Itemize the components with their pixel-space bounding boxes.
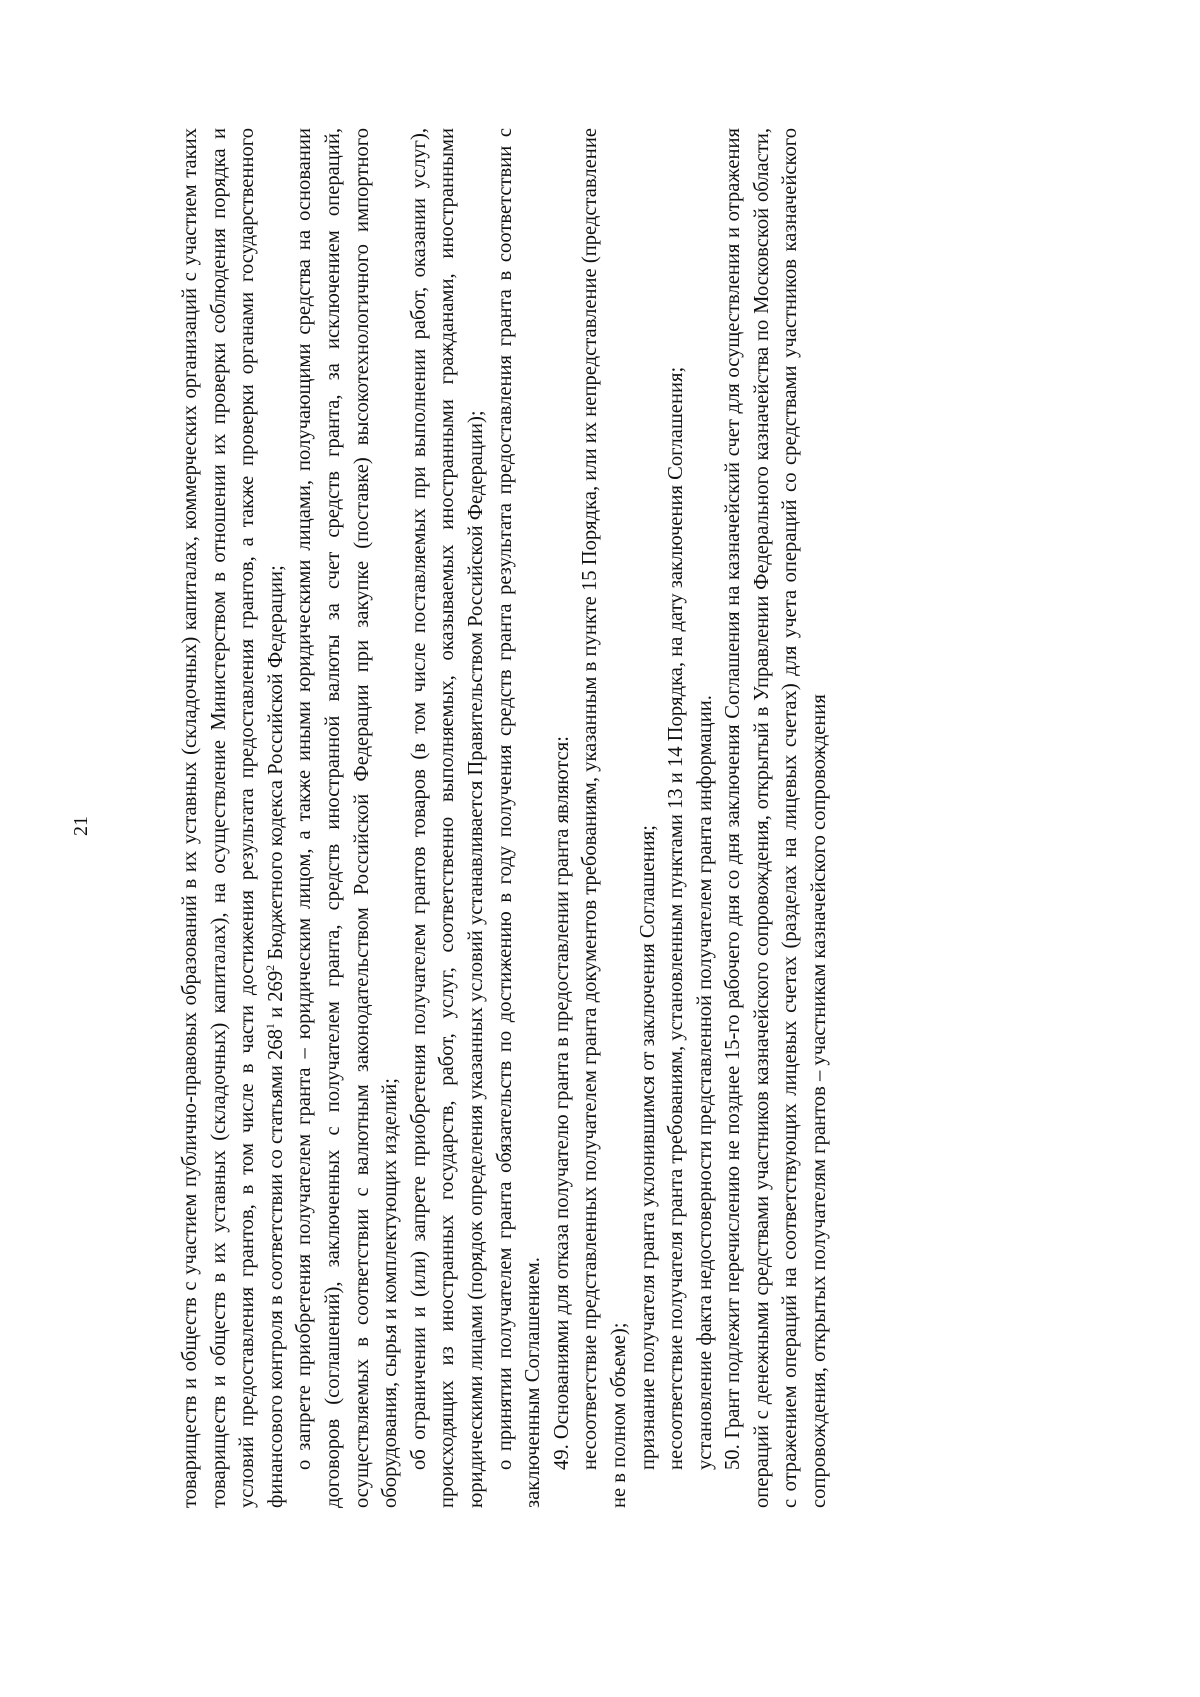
paragraph-ogranichenii-tovarov: об ограничении и (или) запрете приобретения получателем грантов товаров (в том числе поставляемых при выполнении работ, оказании услуг), происходящих из иностранных государств, работ, услуг, соответственно выполняемых, оказываемых иностранными гражданами, иностранными юридическими лицами (порядок определения указанных условий устанавливается Правительством Российской Федерации); — [407, 128, 487, 1508]
paragraph-zaprete-valyuty: о запрете приобретения получателем гранта – юридическим лицом, а также иными юридическими лицами, получающими средства на основании договоров (соглашений), заключенных с получателем гранта, средств иностранной валюты за счет средств гранта, за исключением операций, осуществляемых в соответствии с валютным законодательством Российской Федерации при закупке (поставке) высокотехнологичного импортного оборудования, сырья и комплектующих изделий; — [293, 128, 402, 1508]
paragraph-priznanie-uklonivshimsya: признание получателя гранта уклонившимся от заключения Соглашения; — [636, 825, 659, 1470]
page-number: 21 — [70, 816, 92, 836]
paragraph-nesootvetstvie-trebovaniyam: несоответствие получателя гранта требованиям, установленным пунктами 13 и 14 Порядка, на дату заключения Соглашения; — [665, 366, 688, 1470]
paragraph-tovarishchestv: товариществ и обществ с участием публично-правовых образований в их уставных (складочных) капиталах, коммерческих организаций с участием таких товариществ и обществ в их уставных (складочных) капиталах), на осуществление Министерством в отношении их проверки соблюдения порядка и условий предоставления грантов, в том числе в части достижения результата предоставления грантов, а также проверки органами государственного финансового контроля в соответствии со статьями $268^1$ и $269^2$ Бюджетного кодекса Российской Федерации; — [179, 128, 287, 1508]
paragraph-prinyatii-obyazatelstv: о принятии получателем гранта обязательств по достижению в году получения средств гранта результата предоставления гранта в соответствии с заключенным Соглашением. — [493, 128, 545, 1508]
paragraph-49-osnovaniya-otkaza: 49. Основаниями для отказа получателю гранта в предоставлении гранта являются: — [550, 736, 573, 1470]
paragraph-50-perechislenie: 50. Грант подлежит перечислению не позднее 15-го рабочего дня со дня заключения Соглашения на казначейский счет для осуществления и отражения операций с денежными средствами участников казначейского сопровождения, открытый в Управлении Федерального казначейства по Московской области, с отражением операций на соответствующих лицевых счетах (разделах на лицевых счетах) для учета операций со средствами участников казначейского сопровождения, открытых получателям грантов – участникам казначейского сопровождения — [722, 128, 831, 1508]
paragraph-nedostovernost: установление факта недостоверности представленной получателем гранта информации. — [693, 695, 716, 1470]
document-body — [176, 128, 946, 1508]
paragraph-nesootvetstvie-dokumentov: несоответствие представленных получателем гранта документов требованиям, указанным в пункте 15 Порядка, или их непредставление (представление не в полном объеме); — [579, 128, 630, 1508]
